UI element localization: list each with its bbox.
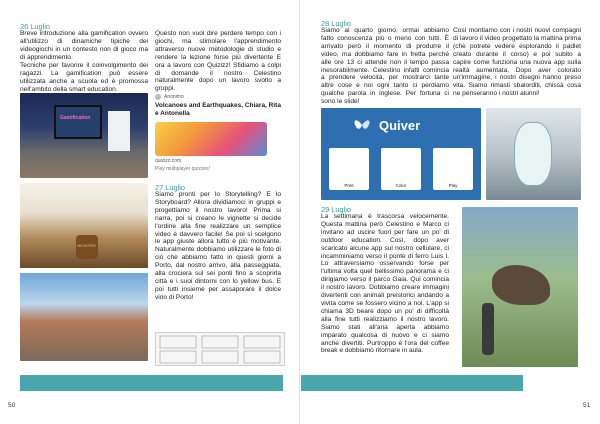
projector-screen <box>54 105 102 139</box>
text-28-video: Siamo al quarto giorno, ormai abbiamo fatto conoscenza più o meno con tutti. È arrivato però il momento di produrre il video, ma dobbiamo fare in fretta perché alle ore 13 ci attende non il tempo passa inesorabilmente. Celestino infatti comincia a prendere velocità, per mostrarci tante altre cose e noi ogni tanto ci perdiamo qualche parola in inglese. Per fortuna ci sono le slide! <box>321 27 449 106</box>
quiver-card-color[interactable] <box>381 148 421 190</box>
date-heading-29: 29 Luglio <box>321 205 351 214</box>
quiver-card-play[interactable] <box>433 148 473 190</box>
photo-quiver-app <box>321 108 481 200</box>
quiver-tab-play: Play <box>448 183 458 188</box>
text-26-intro: Breve introduzione alla gamification ovvero all'utilizzo di dinamiche tipiche dei videogiochi in un contesto non di gioco ma di apprendimento. <box>20 30 148 61</box>
wine-barrel <box>76 235 98 259</box>
barrel-text: VELHOTES <box>77 244 96 248</box>
photo-group-porto <box>20 273 148 361</box>
rollup-banner <box>108 111 130 151</box>
footer-bar-right <box>301 375 523 391</box>
quiz-thumbnail <box>155 122 267 156</box>
text-29-outdoor: La settimana è trascorsa velocemente. Questa mattina però Celestino e Marco ci invitano ad uscire fuori per fare un po' di outdoor education. Così, dopo aver scaricato alcune app sul nostro cellulare, ci incamminiamo verso il ponte di ferro Luis I. Lo attraversiamo osservando forse per l'ultima volta quel bellissimo panorama e ci dirigiamo verso il parco Gaia. Qui comincia il nostro lavoro. Dobbiamo creare immagini divertenti con animali preistorici andando a vivita come se fossero vicino a noi. L'app si chiama 3D beare dopo un po' di difficoltà alla fine tutti realizziamo il nostro lavoro. Siamo stati all'aria aperta abbiamo imparato qualcosa di nuovo e ci siamo anche divertiti. Purtroppo è l'ora del coffee break e dobbiamo ritornare in aula. <box>321 213 449 355</box>
text-quizizz-intro: Questo non vuol dire perdere tempo con i giochi, ma stimolare l'apprendimento attraverso nuove metodologie di studio e rendere la lezione forse più divertente E ora a lavoro con Quizizz! Sfidiamo a colpi di domande il nostro Celestino naturalmente dopo un lavoro svolto a gruppi. <box>155 30 281 93</box>
photo-group-winery <box>20 183 148 268</box>
right-page <box>300 0 600 424</box>
quiver-butterfly-icon <box>351 114 373 136</box>
person-silhouette <box>482 303 494 355</box>
text-27-storytelling: Siamo pronti per lo Storytelling? E lo Storyboard? Allora dividiamoci in gruppi e progettiamo il nostro lavoro! Prima si narra, poi si creano le vignette si decide l'ordine alla fine realizzare un semplice video è davvero facile! Se poi si scelgono le app giuste allora tutto è più motivante. Naturalmente dobbiamo utilizzare le foto di ciò che abbiamo fatto in questi giorni a Porto, dal nostro arrivo, alla passeggiata, alla crociera sul sei ponti fino a scoprirla città e i suoi dintorni con lo yellow bus. E poi tutti insieme per assaporare il dolce vino di Porto! <box>155 191 281 301</box>
quiver-logo-text: Quiver <box>379 118 421 133</box>
slide-title: Gamification <box>60 115 91 121</box>
quizizz-embed[interactable] <box>155 94 281 176</box>
date-heading-27: 27 Luglio <box>155 183 185 192</box>
text-26-techniques: Tecniche per favorire il coinvolgimento dei ragazzi. La gamification può essere utilizzata anche a scuola ed è promossa nell'ambito della smart education. <box>20 62 148 93</box>
quiz-site[interactable]: quizizz.com <box>155 158 182 164</box>
quiver-tab-color: Color <box>395 183 407 188</box>
photo-presentation <box>20 93 148 178</box>
ar-rabbit-figure <box>514 122 552 186</box>
quiz-author: Anonimo <box>164 94 184 100</box>
photo-ar-dinosaur <box>462 207 578 367</box>
storyboard-sketch <box>156 333 284 365</box>
text-28-ar: Così montiamo con i nostri nuovi compagni di lavoro il video progettato la mattina prima (che potrete vedere esplorando il padlet creato durante il corso) e poi subito a capire come funziona una nuova app sulla realtà aumentata. Dopo aver colorato un'immagine, i nostri disegni hanno preso vita. Siamo rimasti sbalorditi, chissà cosa ne penseranno i nostri alunni! <box>453 27 581 98</box>
date-heading-26: 26 Luglio <box>20 22 50 31</box>
quiver-card-print[interactable] <box>329 148 369 190</box>
footer-bar-left <box>20 375 283 391</box>
date-heading-28: 28 Luglio <box>321 19 351 28</box>
photo-ar-rabbit <box>486 108 581 200</box>
quiver-tab-print: Print <box>344 183 354 188</box>
quiz-author-row <box>155 94 281 100</box>
photo-storyboard <box>155 332 285 366</box>
avatar-icon <box>155 94 161 100</box>
ar-dinosaur <box>492 265 550 305</box>
page-number-left: 50 <box>8 402 16 409</box>
page-number-right: 51 <box>583 402 591 409</box>
quiz-caption: Play multiplayer quizzes! <box>155 166 211 172</box>
quiz-title: Volcanoes and Earthquakes, Chiara, Rita e Antonella <box>155 102 281 117</box>
